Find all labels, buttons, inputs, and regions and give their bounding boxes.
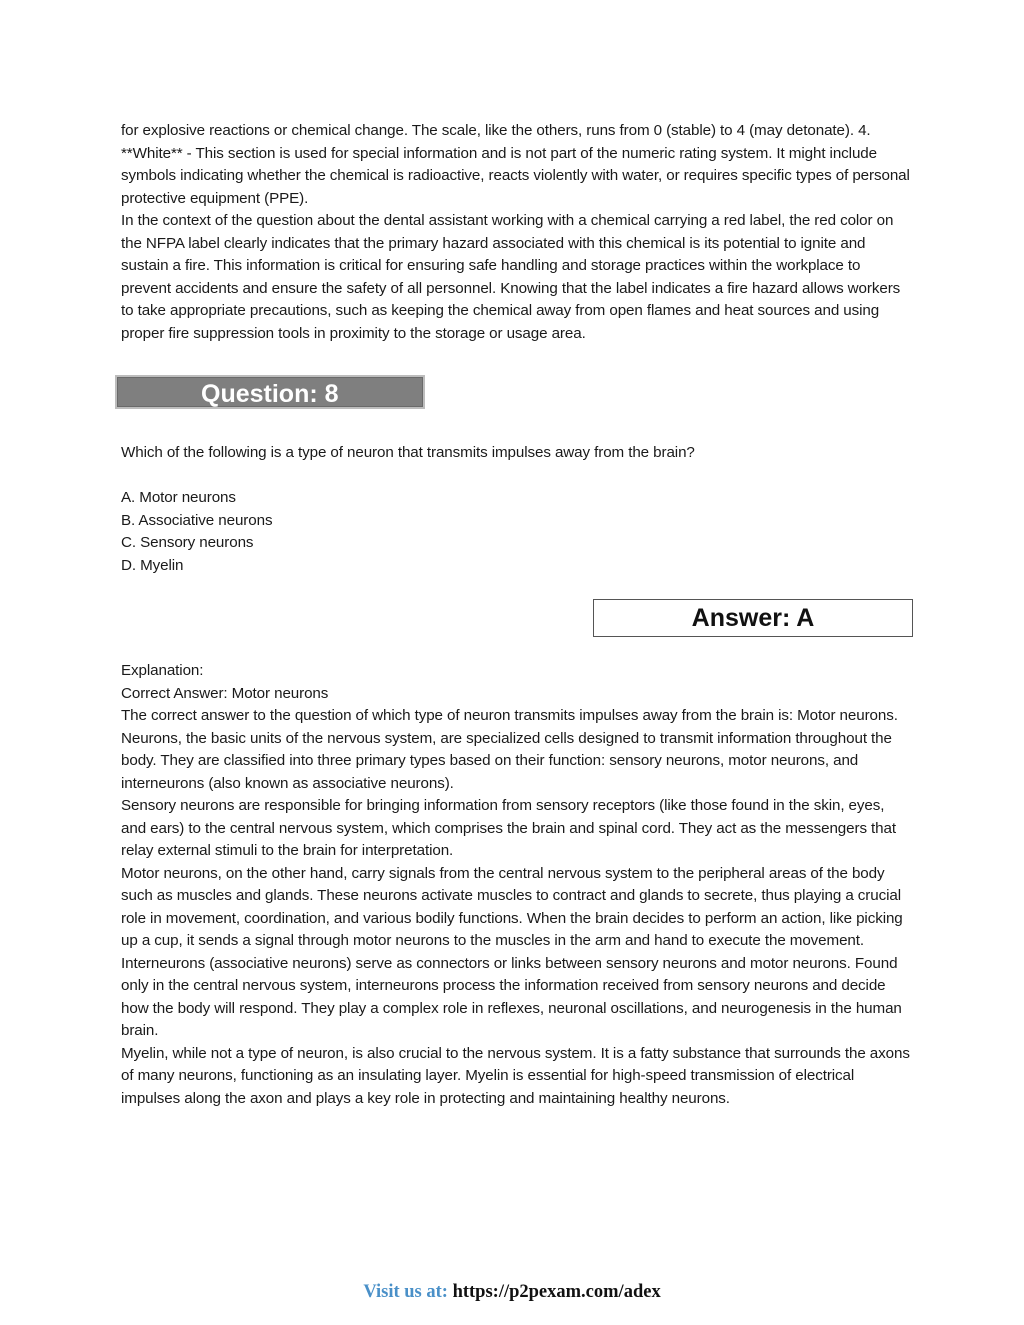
intro-text bbox=[121, 120, 911, 345]
option-c: C. Sensory neurons bbox=[121, 534, 254, 551]
explanation-paragraph: Neurons, the basic units of the nervous system, are specialized cells designed to transmit information throughout the body. They are classified into three primary types based on their function: sensory neurons, motor neurons, and interneurons (also known as associative neurons). bbox=[121, 729, 892, 792]
explanation-block bbox=[121, 660, 911, 1110]
answer-options bbox=[121, 487, 911, 577]
explanation-paragraph: The correct answer to the question of which type of neuron transmits impulses away from the brain is: Motor neurons. bbox=[121, 707, 898, 724]
explanation-paragraph: Interneurons (associative neurons) serve as connectors or links between sensory neurons and motor neurons. Found only in the central nervous system, interneurons process the information received from sensory neurons and decide how the body will respond. They play a complex role in reflexes, neuronal oscillations, and neurogenesis in the human brain. bbox=[121, 954, 902, 1039]
footer-link[interactable]: https://p2pexam.com/adex bbox=[452, 1282, 661, 1302]
question-text-block bbox=[121, 442, 911, 465]
explanation-paragraph: Motor neurons, on the other hand, carry signals from the central nervous system to the peripheral areas of the body such as muscles and glands. These neurons activate muscles to contract and glands to secrete, thus playing a crucial role in movement, coordination, and various bodily functions. When the brain decides to perform an action, like picking up a cup, it sends a signal through motor neurons to the muscles in the arm and hand to execute the movement. bbox=[121, 864, 903, 949]
option-b: B. Associative neurons bbox=[121, 511, 273, 529]
answer-label: Answer: A bbox=[691, 604, 815, 632]
correct-answer-line: Correct Answer: Motor neurons bbox=[121, 684, 329, 702]
footer bbox=[0, 1282, 1024, 1303]
question-number: Question: 8 bbox=[201, 380, 339, 408]
explanation-paragraph: Myelin, while not a type of neuron, is also crucial to the nervous system. It is a fatty substance that surrounds the axons of many neurons, functioning as an insulating layer. Myelin is essential for high-speed transmission of electrical impulses along the axon and plays a key role in protecting and maintaining healthy neurons. bbox=[121, 1044, 910, 1107]
question-text: Which of the following is a type of neuron that transmits impulses away from the brain? bbox=[121, 444, 695, 461]
explanation-paragraph: Sensory neurons are responsible for bringing information from sensory receptors (like those found in the skin, eyes, and ears) to the central nervous system, which comprises the brain and spinal cord. They act as the messengers that relay external stimuli to the brain for interpretation. bbox=[121, 797, 896, 859]
question-header bbox=[115, 375, 425, 409]
option-d: D. Myelin bbox=[121, 556, 184, 574]
intro-paragraph: for explosive reactions or chemical change. The scale, like the others, runs from 0 (stable) to 4 (may detonate). 4. **White** - This section is used for special information and is not part of the numeric rating system. It might include symbols indicating whether the chemical is radioactive, reacts violently with water, or requires specific types of personal protective equipment (PPE). bbox=[121, 122, 910, 207]
option-a: A. Motor neurons bbox=[121, 489, 236, 506]
intro-paragraph: In the context of the question about the dental assistant working with a chemical carrying a red label, the red color on the NFPA label clearly indicates that the primary hazard associated with this chemical is its potential to ignite and sustain a fire. This information is critical for ensuring safe handling and storage practices within the workplace to prevent accidents and ensure the safety of all personnel. Knowing that the label indicates a fire hazard allows workers to take appropriate precautions, such as keeping the chemical away from open flames and heat sources and using proper fire suppression tools in proximity to the storage or usage area. bbox=[121, 212, 901, 342]
explanation-heading: Explanation: bbox=[121, 662, 204, 679]
answer-box bbox=[593, 599, 913, 637]
footer-label: Visit us at: bbox=[363, 1282, 448, 1302]
